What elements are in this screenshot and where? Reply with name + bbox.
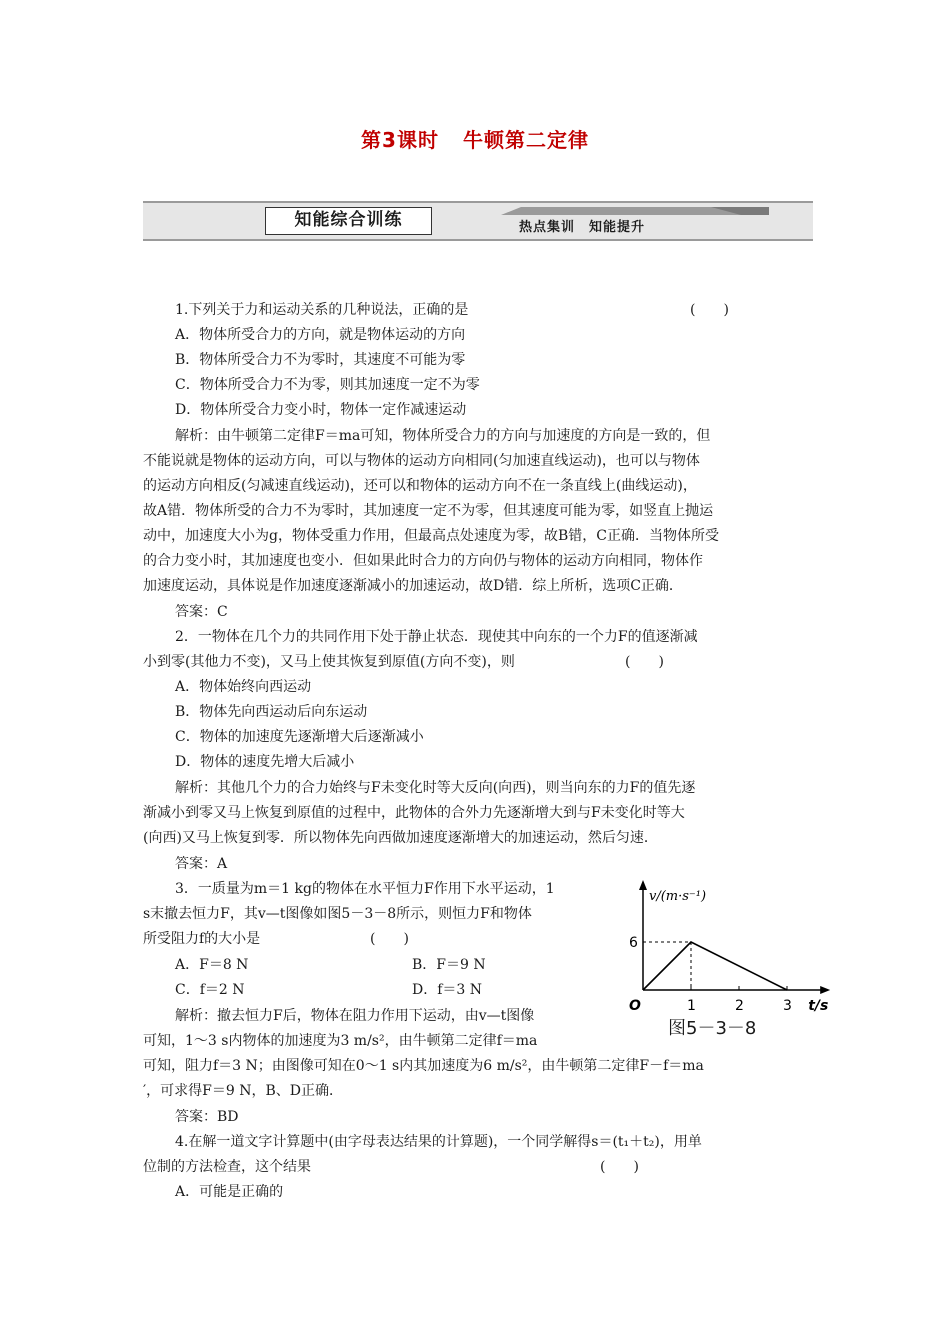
q2-option-a: A．物体始终向西运动 (175, 679, 312, 695)
q4-paren: ( ) (600, 1159, 639, 1175)
banner-decoration (501, 207, 769, 215)
q1-analysis-5: 动中，加速度大小为g，物体受重力作用，但最高点处速度为零，故B错，C正确．当物体所受 (143, 528, 719, 544)
q3-analysis-1: 解析：撤去恒力F后，物体在阻力作用下运动，由v—t图像 (175, 1008, 535, 1024)
q1-option-a: A．物体所受合力的方向，就是物体运动的方向 (175, 327, 466, 343)
y-axis-arrow (639, 880, 647, 890)
x-tick-label: 1 (687, 998, 696, 1014)
q3-stem-3: 所受阻力f的大小是 (143, 931, 261, 947)
q3-stem-1: 3．一质量为m＝1 kg的物体在水平恒力F作用下水平运动，1 (175, 881, 555, 897)
banner-right-2: 知能提升 (589, 220, 646, 235)
q1-analysis-2: 不能说就是物体的运动方向，可以与物体的运动方向相同(匀加速直线运动)，也可以与物体 (143, 453, 700, 469)
q4-stem-2: 位制的方法检查，这个结果 (143, 1159, 311, 1175)
q1-option-d: D．物体所受合力变小时，物体一定作减速运动 (175, 402, 467, 418)
q3-option-d: D．f＝3 N (412, 982, 483, 998)
title-topic: 牛顿第二定律 (462, 128, 589, 152)
q1-paren: ( ) (690, 302, 729, 318)
q1-option-c: C．物体所受合力不为零，则其加速度一定不为零 (175, 377, 480, 393)
q1-analysis-6: 的合力变小时，其加速度也变小．但如果此时合力的方向仍与物体的运动方向相同，物体作 (143, 553, 703, 569)
q3-option-c: C．f＝2 N (175, 982, 245, 998)
q2-option-d: D．物体的速度先增大后减小 (175, 754, 355, 770)
q2-analysis-2: 渐减小到零又马上恢复到原值的过程中，此物体的合外力先逐渐增大到与F未变化时等大 (143, 805, 685, 821)
q3-analysis-4: ′，可求得F＝9 N，B、D正确． (143, 1083, 344, 1099)
q3-paren: ( ) (370, 931, 409, 947)
q1-analysis-1: 解析：由牛顿第二定律F＝ma可知，物体所受合力的方向与加速度的方向是一致的，但 (175, 428, 711, 444)
q3-analysis-2: 可知，1～3 s内物体的加速度为3 m/s²，由牛顿第二定律f＝ma (143, 1033, 538, 1049)
origin-label: O (629, 998, 641, 1014)
q4-option-a: A．可能是正确的 (175, 1184, 284, 1200)
title-lesson: 第3课时 (361, 128, 439, 152)
banner-left-label: 知能综合训练 (265, 207, 432, 235)
q1-analysis-3: 的运动方向相反(匀减速直线运动)，还可以和物体的运动方向不在一条直线上(曲线运动)， (143, 478, 697, 494)
q2-paren: ( ) (625, 654, 664, 670)
q2-analysis-1: 解析：其他几个力的合力始终与F未变化时等大反向(向西)，则当向东的力F的值先逐 (175, 780, 696, 796)
q1-answer: 答案：C (175, 604, 228, 620)
y-axis-label: v/(m·s⁻¹) (649, 889, 707, 904)
x-axis-arrow (820, 986, 830, 994)
page-title (0, 124, 950, 153)
velocity-line (643, 942, 787, 990)
x-axis-label: t/s (808, 998, 829, 1014)
x-tick-label: 2 (735, 998, 744, 1014)
q2-analysis-3: (向西)又马上恢复到零．所以物体先向西做加速度逐渐增大的加速运动，然后匀速． (143, 830, 658, 846)
q1-analysis-7: 加速度运动，具体说是作加速度逐渐减小的加速运动，故D错．综上所析，选项C正确． (143, 578, 683, 594)
q3-answer: 答案：BD (175, 1109, 239, 1125)
q3-analysis-3: 可知，阻力f＝3 N；由图像可知在0～1 s内其加速度为6 m/s²，由牛顿第二定律F－f＝ma (143, 1058, 704, 1074)
q4-stem-1: 4.在解一道文字计算题中(由字母表达结果的计算题)，一个同学解得s＝(t₁＋t₂)，用单 (175, 1134, 702, 1150)
q2-option-c: C．物体的加速度先逐渐增大后逐渐减小 (175, 729, 424, 745)
q2-stem-2: 小到零(其他力不变)，又马上使其恢复到原值(方向不变)，则 (143, 654, 515, 670)
q2-stem-1: 2．一物体在几个力的共同作用下处于静止状态．现使其中向东的一个力F的值逐渐减 (175, 629, 698, 645)
q1-analysis-4: 故A错．物体所受的合力不为零时，其加速度一定不为零，但其速度可能为零，如竖直上抛运 (143, 503, 714, 519)
q2-option-b: B．物体先向西运动后向东运动 (175, 704, 368, 720)
x-tick-label: 3 (783, 998, 792, 1014)
figure-caption: 图5－3－8 (668, 1018, 757, 1039)
y-tick-label: 6 (629, 935, 638, 951)
banner-right-1: 热点集训 (519, 220, 576, 235)
q1-option-b: B．物体所受合力不为零时，其速度不可能为零 (175, 352, 466, 368)
q3-option-a: A．F＝8 N (175, 957, 249, 973)
q2-answer: 答案：A (175, 856, 228, 872)
q1-stem: 1.下列关于力和运动关系的几种说法，正确的是 (175, 302, 469, 318)
q3-option-b: B．F＝9 N (412, 957, 486, 973)
banner-right-label (519, 216, 645, 235)
q3-stem-2: s末撤去恒力F，其v—t图像如图5－3－8所示，则恒力F和物体 (143, 906, 532, 922)
section-banner (143, 201, 813, 241)
